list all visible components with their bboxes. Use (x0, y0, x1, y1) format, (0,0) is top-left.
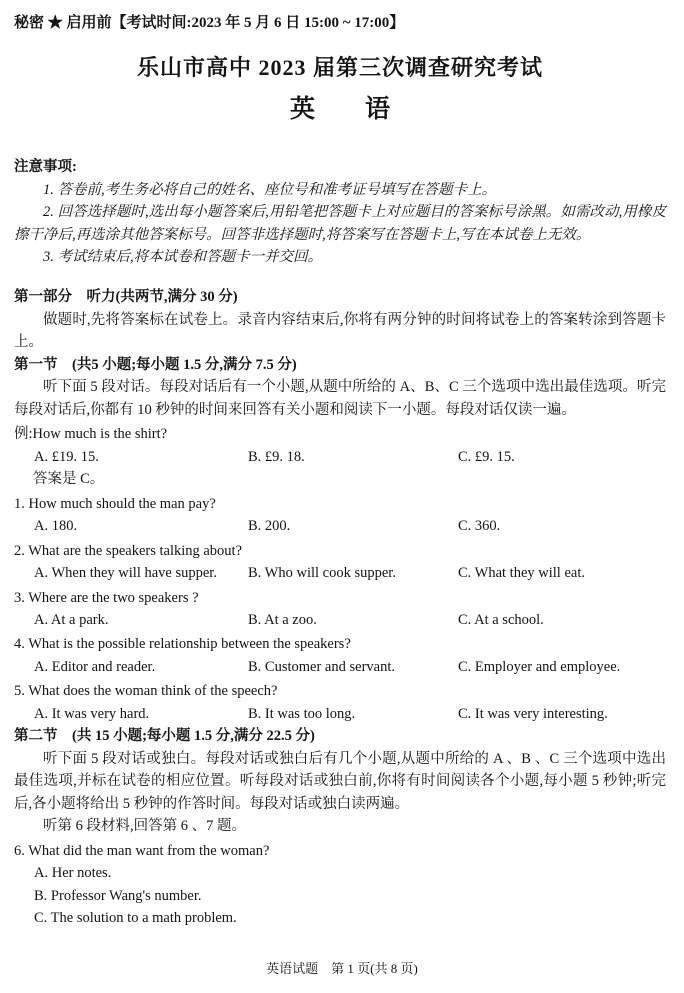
question-4 (14, 633, 666, 678)
question-options (14, 515, 666, 537)
option-a: A. Editor and reader. (34, 658, 156, 675)
question-options (14, 862, 666, 929)
question-text: 5. What does the woman think of the speech? (14, 683, 278, 700)
subject-title: 英 语 (289, 96, 390, 124)
option-c: C. At a school. (458, 612, 544, 628)
option-c: C. The solution to a math problem. (34, 910, 237, 927)
section1-heading: 第一节 (共5 小题;每小题 1.5 分,满分 7.5 分) (14, 356, 297, 373)
question-options (14, 656, 666, 678)
option-c: C. Employer and employee. (458, 658, 621, 675)
option-a: A. Her notes. (34, 865, 112, 882)
option-b: B. 200. (248, 518, 291, 535)
question-text: 2. What are the speakers talking about? (14, 542, 243, 559)
option-a: A. It was very hard. (34, 705, 150, 722)
section2-instructions: 听下面 5 段对话或独白。每段对话或独白后有几个小题,从题中所给的 A 、B 、C 三个选项中选出最佳选项,并标在试卷的相应位置。听每段对话或独白前,你将有时间阅读各个小题,每小题 5 秒钟;听完后,各小题将给出 5 秒钟的作答时间。每段对话或独白读两遍。 (14, 750, 666, 812)
option-b: B. Customer and servant. (248, 658, 395, 675)
question-options (14, 703, 666, 725)
notice-item: 1. 答卷前,考生务必将自己的姓名、座位号和准考证号填写在答题卡上。 (43, 181, 497, 198)
example-options (14, 446, 666, 468)
notice-item: 3. 考试结束后,将本试卷和答题卡一并交回。 (43, 248, 323, 265)
notice-heading: 注意事项: (14, 159, 77, 176)
question-2 (14, 540, 666, 585)
question-text: 1. How much should the man pay? (14, 495, 216, 512)
question-options (14, 609, 666, 631)
example-option-b: B. £9. 18. (248, 448, 305, 465)
section2-material-note: 听第 6 段材料,回答第 6 、7 题。 (43, 818, 246, 835)
example-option-a: A. £19. 15. (34, 448, 99, 465)
section1-instructions: 听下面 5 段对话。每段对话后有一个小题,从题中所给的 A、B、C 三个选项中选出最佳选项。听完每段对话后,你都有 10 秒钟的时间来回答有关小题和阅读下一小题。每段对话仅读一遍。 (14, 379, 666, 418)
option-a: A. When they will have supper. (34, 565, 217, 582)
part1-intro: 做题时,先将答案标在试卷上。录音内容结束后,你将有两分钟的时间将试卷上的答案转涂到答题卡上。 (14, 311, 666, 351)
option-b: B. At a zoo. (248, 612, 317, 628)
question-text: 4. What is the possible relationship between the speakers? (14, 636, 351, 653)
question-3 (14, 587, 666, 632)
part1-heading: 第一部分 听力(共两节,满分 30 分) (14, 289, 238, 306)
question-1 (14, 493, 666, 538)
option-c: C. It was very interesting. (458, 705, 608, 722)
option-b: B. Who will cook supper. (248, 565, 396, 582)
example-answer: 答案是 C。 (33, 471, 105, 488)
footer-page-info: 英语试题 第 1 页(共 8 页) (266, 960, 418, 976)
example-option-c: C. £9. 15. (458, 448, 515, 465)
notice-item: 2. 回答选择题时,选出每小题答案后,用铅笔把答题卡上对应题目的答案标号涂黑。如需改动,用橡皮擦干净后,再选涂其他答案标号。回答非选择题时,将答案写在答题卡上,写在本试卷上无效。 (14, 204, 666, 243)
question-options (14, 562, 666, 584)
exam-title: 乐山市高中 2023 届第三次调查研究考试 (136, 55, 543, 81)
option-c: C. 360. (458, 518, 501, 535)
secrecy-line: 秘密 ★ 启用前【考试时间:2023 年 5 月 6 日 15:00 ~ 17:00】 (14, 15, 405, 31)
question-text: 3. Where are the two speakers ? (14, 589, 199, 606)
question-6 (14, 840, 666, 930)
section2-heading: 第二节 (共 15 小题;每小题 1.5 分,满分 22.5 分) (14, 728, 315, 745)
question-5 (14, 680, 666, 725)
example-block (14, 423, 666, 490)
option-b: B. Professor Wang's number. (34, 887, 202, 904)
option-a: A. At a park. (34, 612, 109, 628)
example-question: 例:How much is the shirt? (14, 426, 168, 443)
question-text: 6. What did the man want from the woman? (14, 842, 270, 859)
option-a: A. 180. (34, 518, 78, 535)
option-b: B. It was too long. (248, 705, 356, 722)
option-c: C. What they will eat. (458, 565, 585, 582)
